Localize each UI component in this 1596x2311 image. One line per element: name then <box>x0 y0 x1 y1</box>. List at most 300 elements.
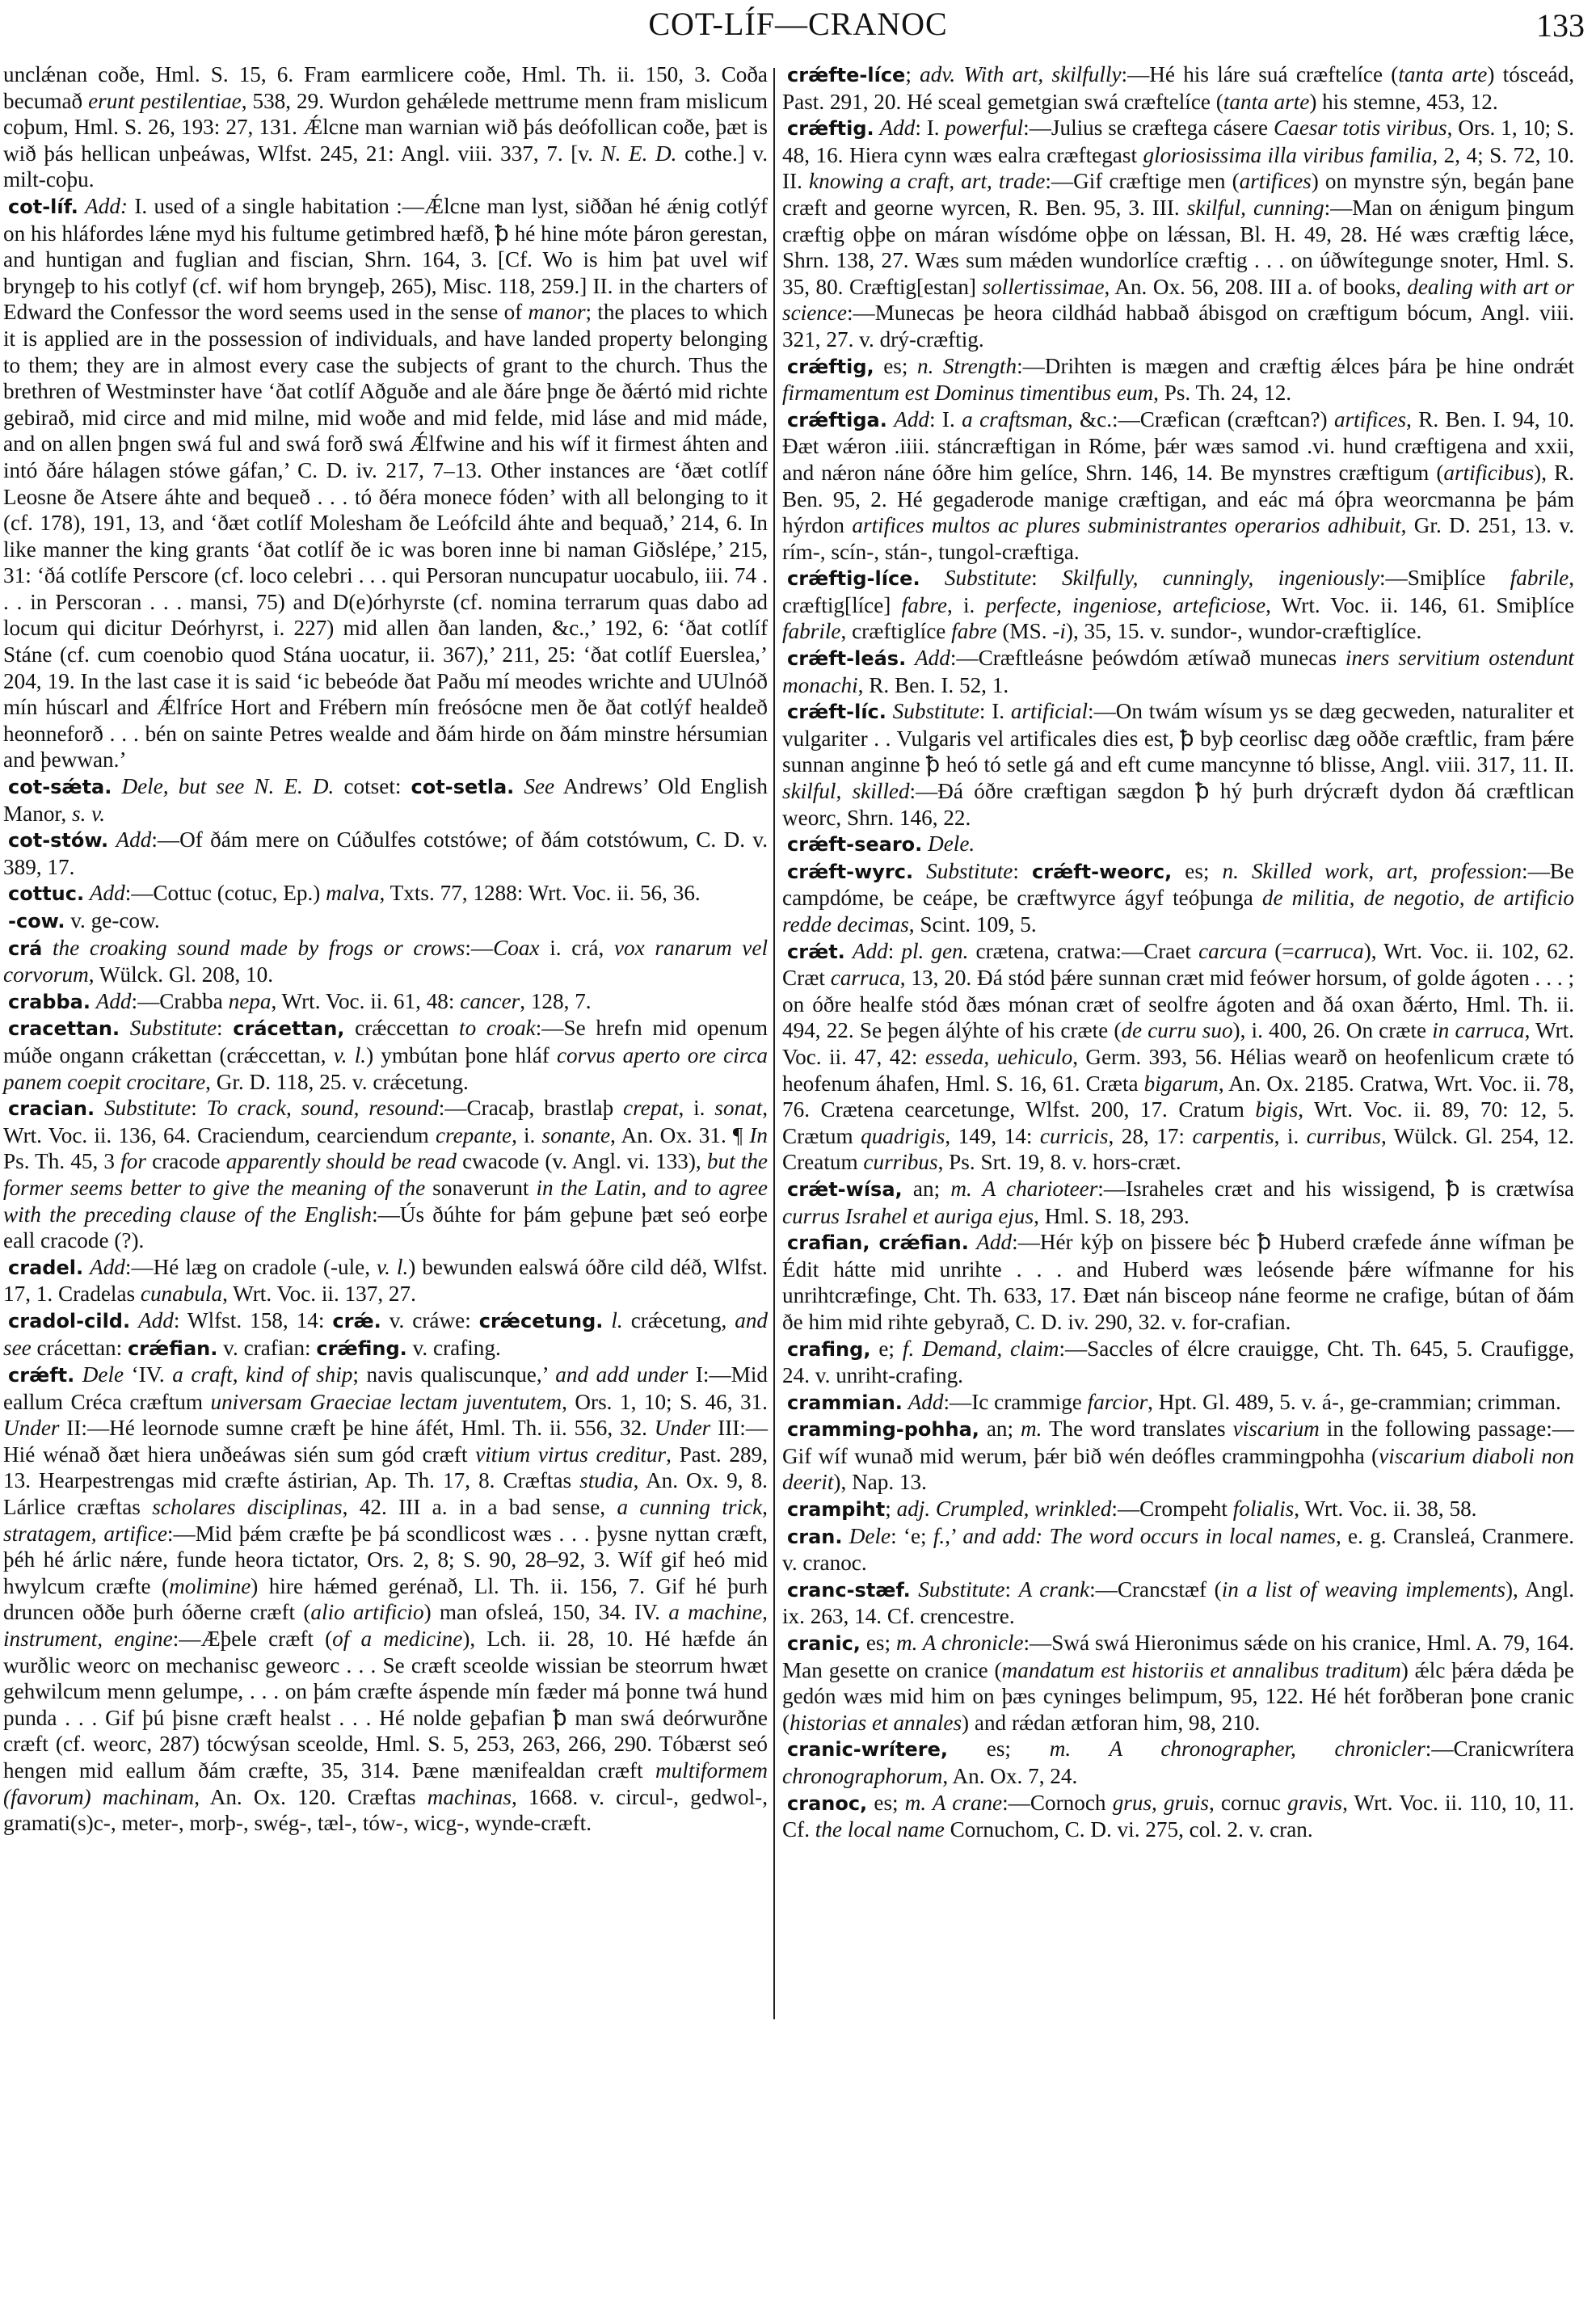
italic-text: Substitute <box>892 699 979 724</box>
italic-text: gloriosissima illa viribus familia <box>1143 142 1433 167</box>
italic-text: de militia, de negotio, de artificio redde decimas <box>782 886 1574 937</box>
entry-text: :—Ðá óðre cræftigan sægdon ꝥ hý þurh drýcræft dydon ðá cræftlican weorc, Shrn. 146, 22. <box>782 779 1574 830</box>
italic-text: viscarium diaboli non deerit <box>782 1443 1574 1495</box>
entry-text: ), Wrt. Voc. ii. 102, 62. Cræt <box>782 938 1574 991</box>
entry-text: ) ymbútan þone hláf <box>366 1042 557 1067</box>
italic-text: Add <box>90 1254 125 1279</box>
italic-text: Substitute <box>918 1576 1005 1602</box>
entry-text: ; <box>905 62 920 86</box>
entry-text <box>91 989 96 1013</box>
italic-text: skilful, cunning <box>1186 195 1324 220</box>
italic-text: f. Demand, claim <box>902 1336 1059 1361</box>
entry-text <box>906 646 915 670</box>
dictionary-entry <box>782 1630 1574 1736</box>
entry-text: I. used of a single habitation :—Ǽlcne man lyst, siððan hé ǽnig cotlýf on his hláfordes lǽne myd his fultume getimbred hæfð, ꝥ hé hine móte þáron gerestan, and huntigan and fuglian and fiscian, Shrn. 164, 3. [Cf. Wo is him þat uvel wif bryngeþ to his cotlyf (cf. wif hom bryngeþ, 265), Misc. 118, 259.] II. in the charters of Edward the Confessor the word seems used in the sense of <box>3 193 769 325</box>
entry-text: crácettan: <box>31 1335 128 1360</box>
italic-text: curribus <box>1306 1123 1381 1148</box>
italic-text: the local name <box>815 1817 945 1842</box>
entry-text: ) hire hǽmed gerénað, Ll. Th. ii. 156, 7. Gif hé þurh druncen oððe þurh óðerne cræft ( <box>3 1573 769 1625</box>
entry-text: :—Hér kýþ on þissere béc ꝥ Huberd cræfede ánne wífman þe Édit hátte mid unrihte . . . and Huberd wæs leósende þǽre wífmanne for his unrihtcræfinge, Cht. Th. 633, 17. Ðæt nán bisceop náne feorme ne crafige, bútan of ðám ðe him mid rihte gebyrað, C. D. iv. 290, 32. v. for-crafian. <box>782 1230 1574 1334</box>
entry-text: Andrews’ Old English Manor, <box>3 774 768 826</box>
italic-text: n. Strength <box>916 353 1017 378</box>
entry-text: , R. Ben. I. 94, 10. Ðæt wǽron .iiii. stáncræftigan in Róme, þǽr wæs samod .vi. hund cræftigena and xxii, and nǽron náne óðre him gelíce, Shrn. 146, 14. Be mynstres cræftigum ( <box>782 406 1575 485</box>
italic-text: manor <box>528 300 586 325</box>
entry-text: , Ps. Th. 24, 12. <box>1153 381 1292 406</box>
entry-text: v. ge-cow. <box>65 908 160 932</box>
entry-text <box>112 774 121 798</box>
headword: crǽft-wyrc. <box>787 860 914 883</box>
entry-text: : I. <box>929 406 962 431</box>
entry-text <box>74 1362 82 1387</box>
italic-text: Under <box>3 1416 60 1441</box>
entry-text: , An. Ox. 7, 24. <box>942 1764 1078 1788</box>
entry-text: : <box>217 1016 234 1041</box>
entry-text: v. crafing. <box>406 1335 501 1360</box>
italic-text: alio artificio <box>310 1600 424 1625</box>
entry-text: , 28, 17: <box>1108 1123 1193 1148</box>
italic-text: Add <box>879 116 916 141</box>
italic-text: m. A charioteer <box>950 1176 1098 1201</box>
italic-text: artificial <box>1010 699 1089 724</box>
entry-text: , An. Ox. 120. Cræftas <box>194 1784 427 1809</box>
headword: crǽftig-líce. <box>787 567 920 591</box>
italic-text: s. v. <box>72 801 106 826</box>
entry-text: : <box>1013 858 1032 883</box>
entry-text: , Ors. 1, 10; S. 46, 31. <box>562 1389 768 1414</box>
entry-text: , i. <box>1274 1123 1307 1148</box>
entry-text: es; <box>874 353 917 378</box>
headword: cramming-pohha, <box>787 1418 979 1442</box>
entry-text <box>78 194 85 218</box>
italic-text: Add <box>915 646 950 671</box>
entry-text: , cræftiglíce <box>840 619 952 644</box>
entry-text: , Wülck. Gl. 254, 12. Creatum <box>782 1123 1574 1175</box>
italic-text: Substitute <box>944 566 1032 591</box>
entry-text <box>903 1390 908 1414</box>
italic-text: in the Latin, and to agree with the preceding clause of the English <box>3 1175 768 1227</box>
dictionary-entry <box>782 61 1574 115</box>
italic-text: fabre <box>951 619 997 644</box>
headword: cot-sǽta. <box>8 776 112 799</box>
entry-text: : I. <box>979 699 1011 724</box>
entry-text: , 13, 20. Ðá stód þǽre sunnan cræt mid feówer horsum, of golde ágoten . . . ; on óðre healfe stód ðæs mónan cræt of seolfre ágoten and ðá oxan ðǽrto, Hml. Th. ii. 494, 22. Se þegen álýhte of his cræte ( <box>782 966 1575 1043</box>
italic-text: grus, gruis <box>1112 1790 1209 1815</box>
dictionary-entry <box>782 938 1574 1176</box>
entry-text: , Hml. S. 18, 293. <box>1034 1203 1190 1228</box>
italic-text: gravis <box>1287 1790 1343 1815</box>
entry-text: :—Crancstæf ( <box>1089 1576 1222 1602</box>
entry-text: :—Crompeht <box>1111 1496 1233 1522</box>
entry-text: :—Swá swá Hieronimus sǽde on his cranice, Hml. A. 79, 164. Man gesette on cranice ( <box>782 1631 1575 1682</box>
italic-text: in a list of weaving implements <box>1221 1576 1505 1602</box>
dictionary-entry <box>782 1736 1574 1789</box>
italic-text: sonante <box>541 1122 611 1147</box>
italic-text: multiformem (favorum) machinam <box>3 1758 768 1809</box>
italic-text: a craft, kind of ship <box>172 1362 353 1387</box>
entry-text <box>913 859 926 883</box>
italic-text: mandatum est historiis et annalibus traditum <box>1001 1657 1401 1682</box>
entry-text <box>108 827 116 852</box>
entry-text: , An. Ox. 2185. Cratwa, Wrt. Voc. ii. 78, 76. Crætena cearcetunge, Wlfst. 200, 17. Cratum <box>782 1071 1574 1122</box>
entry-text: , Wrt. Voc. ii. 89, 70: 12, 5. Crætum <box>782 1097 1574 1148</box>
headword: cot-líf. <box>8 195 78 218</box>
entry-text: :—Cranicwrítera <box>1425 1736 1574 1762</box>
entry-text <box>603 1308 611 1332</box>
entry-text: unclǽnan coðe, Hml. S. 15, 6. Fram earmlicere coðe, Hml. Th. ii. 150, 3. Coða becumað <box>3 62 768 113</box>
italic-text: scholares disciplinas <box>152 1495 343 1520</box>
entry-text: I:—Mid eallum Créca cræftum <box>3 1362 768 1414</box>
italic-text: Add <box>894 406 930 431</box>
headword: crǽft-leás. <box>787 647 907 671</box>
italic-text: and add under <box>555 1362 689 1387</box>
dictionary-entry <box>782 1229 1574 1335</box>
italic-text: Dele, but see N. E. D. <box>121 774 335 799</box>
entry-text: :—Of ðám mere on Cúðulfes cotstówe; of ðám cotstówum, C. D. v. 389, 17. <box>3 827 769 879</box>
italic-text: m. A crane <box>904 1790 1003 1815</box>
italic-text: fabrile <box>782 619 841 644</box>
dictionary-entry <box>3 907 768 935</box>
italic-text: sollertissimae <box>982 274 1105 299</box>
entry-text: , 1668. v. circul-, gedwol-, gramati(s)c-, meter-, morþ-, swég-, tæl-, tów-, wicg-, wynde-cræft. <box>3 1784 768 1836</box>
entry-text: Cornuchom, C. D. vi. 275, col. 2. v. cran. <box>944 1817 1313 1842</box>
dictionary-entry <box>3 1095 768 1254</box>
italic-text: folialis <box>1232 1496 1295 1522</box>
dictionary-entry <box>3 1307 768 1362</box>
italic-text: Under <box>654 1416 711 1441</box>
entry-text: :—Se hrefn mid openum múðe ongann crákettan (crǽccettan, <box>3 1016 768 1067</box>
entry-text: III:—Hié wénað ðæt hiera unðeáwas sién sum gód cræft <box>3 1416 769 1467</box>
headword: crǽfte-líce <box>787 64 906 86</box>
entry-text <box>969 1230 976 1254</box>
entry-text <box>874 116 880 140</box>
entry-continuation <box>3 61 768 193</box>
entry-text: :—Cræftleásne þeówdóm ætíwað munecas <box>950 646 1345 671</box>
headword: cracettan. <box>8 1017 120 1041</box>
entry-text: , R. Ben. I. 52, 1. <box>857 672 1009 697</box>
italic-text: de curru suo <box>1121 1018 1233 1043</box>
entry-text: , Gr. D. 118, 25. v. crǽcetung. <box>205 1069 469 1094</box>
headword: -cow. <box>8 910 65 932</box>
entry-text: : <box>1004 1576 1019 1602</box>
italic-text: vitium virtus creditur <box>475 1442 667 1467</box>
dictionary-entry <box>782 1176 1574 1229</box>
entry-text: v. cráwe: <box>381 1307 479 1332</box>
running-head: COT-LÍF—CRANOC <box>648 6 948 42</box>
entry-text: :—Man on ǽnigum þingum cræftig oþþe on máran wísdóme oþþe on lǽssan, Bl. H. 49, 28. Hé wæs cræftig lǽce, Shrn. 138, 27. Wæs sum mǽden wundorlíce cræftig . . . on úðwítegunge snoter, Hml. S. 35, 80. Cræftig[estan] <box>782 195 1575 299</box>
entry-text: , An. Ox. 31. ¶ <box>610 1122 750 1147</box>
italic-text: Coax <box>493 935 540 960</box>
italic-text: farcior <box>1087 1389 1148 1414</box>
entry-text: , Wülck. Gl. 208, 10. <box>88 962 274 987</box>
italic-text: Add <box>907 1389 944 1414</box>
italic-text: carcura <box>1198 938 1268 963</box>
italic-text: m. <box>1021 1416 1042 1442</box>
entry-text: , Wrt. Voc. ii. 146, 61. Smiþlíce <box>1265 592 1575 617</box>
italic-text: a machine, instrument, engine <box>3 1600 768 1652</box>
italic-text: vox ranarum vel corvorum <box>3 935 768 987</box>
entry-text: cracode <box>145 1149 226 1174</box>
italic-text: l. <box>611 1307 623 1332</box>
italic-text: malva <box>326 881 380 906</box>
dictionary-entry <box>782 565 1574 645</box>
entry-text: , e. g. Cransleá, Cranmere. v. cranoc. <box>782 1523 1575 1576</box>
italic-text: artifices <box>1239 169 1312 194</box>
italic-text: artifices multos ac plures subministrantes operarios adhibuit <box>852 513 1401 538</box>
entry-text <box>130 1308 138 1332</box>
entry-text: sonaverunt <box>425 1175 537 1200</box>
entry-text: , &c.:—Cræfican (cræftcan?) <box>1067 406 1334 431</box>
page-number: 133 <box>1536 7 1585 44</box>
entry-text: , Germ. 393, 56. Hélias wearð on heofenlicum cræte tó heofenum áhafen, Hml. S. 16, 61. Cræta <box>782 1044 1574 1096</box>
headword: crammian. <box>787 1391 903 1414</box>
headword: crǽfian. <box>127 1337 218 1360</box>
entry-text: , Wrt. Voc. ii. 38, 58. <box>1294 1496 1477 1522</box>
headword: crácettan, <box>233 1017 345 1041</box>
italic-text: corvus aperto ore circa panem coepit crocitare <box>3 1042 768 1094</box>
entry-text <box>920 566 945 590</box>
entry-text: ‘IV. <box>124 1362 173 1387</box>
italic-text: firmamentum est Dominus timentibus eum <box>782 381 1154 406</box>
entry-text: : Wlfst. 158, 14: <box>173 1307 333 1332</box>
entry-text: crǽccettan <box>344 1016 460 1041</box>
entry-text <box>83 1255 90 1279</box>
entry-text: cothe.] v. milt-coþu. <box>3 141 769 192</box>
italic-text: iners servitium ostendunt monachi <box>782 646 1574 697</box>
entry-text: II:—Hé leornode sumne cræft þe hine áfét, Hml. Th. ii. 556, 32. <box>59 1416 655 1441</box>
entry-text: :—Cottuc (cotuc, Ep.) <box>124 881 326 906</box>
entry-text: :—Cracaþ, brastlaþ <box>438 1096 624 1121</box>
entry-text <box>911 1577 919 1602</box>
italic-text: the croaking sound made by frogs or crows <box>52 935 465 960</box>
entry-text: , Wrt. Voc. ii. 61, 48: <box>271 988 461 1013</box>
italic-text: universam Graeciae lectam juventutem <box>210 1389 562 1414</box>
italic-text: crepante <box>435 1122 512 1147</box>
italic-text: sonat <box>714 1096 763 1121</box>
dictionary-entry <box>3 1254 768 1307</box>
italic-text: cancer <box>460 988 520 1013</box>
italic-text: cunabula <box>140 1282 223 1307</box>
entry-text: ; the places to which it is applied are in the possession of individuals, and have landed property belonging to them; they are in almost every case the subjects of grant to the church. Thus the brethren of Westminster have ‘ðat cotlíf Aðguðe and ale ðáre þnge ðe ðǽrtó mid richte gebirað, mid circe and mid milne, mid woðe and mid felde, mid láse and mid máde, and on allen þngen swá ful and swá forð swá Ǽlfwine and his wíf it firmest áhten and intó ðáre hálagen stówe gáfan,’ C. D. iv. 217, 7–13. Other instances are ‘ðæt cotlíf Leosne ðe Atsere áhte and bequeð . . . tó ðéra monece fóden’ with all belonging to it (cf. 178), 191, 13, and ‘ðæt cotlíf Molesham ðe Leófcild áhte and bequað,’ 214, 6. In like manner the king grants ‘ðat cotlíf ðe ic was boren inne bi naman Giðslépe,’ 215, 31: ‘ðá cotlífe Perscore (cf. loco celebri . . . qui Persoran nuncupatur uocabulo, iii. 74 . . . in Perscoran . . . mansi, 75) and D(e)órhyrste (cf. nomina terrarum quas dabo ad locum qui dicitur Deórhyrst, i. 227) mid allen ðan landen, &c.,’ 192, 6: ‘ðat cotlíf Stáne (cf. cum coenobio quod Stána uocatur, ii. 367),’ 211, 25: ‘ðat cotlíf Euerslea,’ 204, 19. In the last case it is said ‘ic bebeóde ðat Paðu mí meodes wrichte and UUlnóð mín húscarl and Ǽlfríce Hort and Frébern mín freósócne men ðe ðat cotlýf healdeð heonneforð . . . bén on sainte Petres wealde and ðám hirde on ðám minstre hérsumian and þewwan.’ <box>3 300 768 772</box>
entry-text: , 2, 4; S. 72, 10. II. <box>782 142 1574 194</box>
entry-text: , An. Ox. 9, 8. Lárlice cræftas <box>3 1468 768 1520</box>
headword: cradel. <box>8 1256 84 1279</box>
entry-text: ) ǽlc þǽra dǽda þe gedón wæs mid him on þæs cyninges belimpum, 95, 122. Hé hét forðberan þone cranic ( <box>782 1657 1574 1735</box>
entry-text: , 128, 7. <box>520 988 592 1013</box>
entry-text: :—On twám wísum ys se dæg gecweden, naturaliter et vulgariter . . Vulgaris vel artificales dies est, ꝥ byþ ceorlisc dæg oððe cræftlic, fram þǽre sunnan anginne ꝥ heó tó setle gá and eft cume mancynne tó blisse, Angl. viii. 317, 11. II. <box>782 699 1575 777</box>
entry-text: :—Ús ðúhte for þám geþune þæt seó eorþe eall cracode (?). <box>3 1202 768 1253</box>
italic-text: Add <box>116 827 152 852</box>
entry-text: ), Angl. ix. 263, 14. Cf. crencestre. <box>782 1576 1574 1629</box>
italic-text: Add <box>852 938 888 963</box>
dictionary-entry <box>782 645 1574 698</box>
entry-text <box>95 1096 104 1120</box>
italic-text: curribus <box>863 1150 938 1175</box>
entry-text: : I. <box>915 116 945 141</box>
headword: cracian. <box>8 1097 95 1121</box>
entry-text: an; <box>979 1416 1021 1442</box>
headword: crǽcetung. <box>478 1309 604 1332</box>
italic-text: curricis <box>1039 1123 1109 1148</box>
entry-text: ), Lch. ii. 28, 10. Hé hæfde án wurðlic weorc on mechanisc geweorc . . . Se cræft sceolde wissian be steorrum hwæt gehwilcum menn gelumpe, . . . on þám cræfte áspende mín fæder má þonne twá hund punda . . . Gif þú þisne cræft healst . . . Hé nolde geþafian ꝥ man swá deórwurðne cræft (cf. weorc, 287) tócwýsan sceolde, Hml. S. 5, 253, 263, 266, 290. Tóbærst seó hengen mid eallum ðám cræfte, 35, 314. Þæne mænifealdan cræft <box>3 1627 769 1783</box>
entry-text <box>887 407 894 431</box>
dictionary-entry <box>782 1790 1574 1843</box>
italic-text: carpentis <box>1192 1123 1274 1148</box>
italic-text: machinas <box>427 1784 512 1809</box>
italic-text: erunt pestilentiae <box>88 88 242 113</box>
entry-text: :—Hé læg on cradole (-ule, <box>124 1254 377 1279</box>
italic-text: carruca <box>830 966 900 991</box>
entry-text: v. crafian: <box>217 1335 317 1360</box>
headword: crǽ. <box>332 1309 381 1332</box>
entry-text: , i. <box>678 1096 715 1121</box>
entry-text: :—Mid þǽm cræfte þe þá scondlicost wæs . . . þysne nyttan cræft, þéh hé árlic nǽre, funde heora tictator, Ors. 2, 8; S. 90, 28–92, 3. Wíf gif heó mid hwylcum cræfte ( <box>3 1521 768 1598</box>
italic-text: Substitute <box>926 858 1013 883</box>
entry-text: cwacode (v. Angl. vi. 133), <box>456 1149 707 1174</box>
italic-text: esseda, uehiculo <box>924 1044 1073 1069</box>
entry-text: , Wrt. Voc. ii. 137, 27. <box>222 1282 416 1307</box>
column-divider <box>773 68 775 2019</box>
italic-text: A crank <box>1018 1576 1090 1602</box>
entry-text: , Ors. 1, 10; S. 48, 16. Hiera cynn wæs ealra cræftegast <box>782 116 1575 167</box>
dictionary-entry <box>782 1416 1574 1496</box>
italic-text: nepa <box>228 988 272 1013</box>
headword: cradol-cild. <box>8 1309 131 1332</box>
entry-text: , Gr. D. 251, 13. v. rím-, scín-, stán-, tungol-cræftiga. <box>782 513 1574 564</box>
entry-text: , i. <box>512 1122 542 1147</box>
entry-text <box>842 1524 849 1548</box>
entry-text: ) and rǽdan ætforan him, 98, 210. <box>962 1710 1261 1735</box>
headword: crampiht <box>787 1498 886 1522</box>
italic-text: and see <box>3 1307 768 1360</box>
entry-text: (MS. <box>996 619 1053 644</box>
italic-text: Add: <box>85 193 128 218</box>
entry-text: cotset: <box>334 774 411 799</box>
entry-text: , An. Ox. 56, 208. III a. of books, <box>1104 274 1408 299</box>
italic-text: perfecte, ingeniose, arteficiose <box>985 592 1266 617</box>
entry-text: crætena, cratwa:—Craet <box>968 938 1199 963</box>
entry-text <box>120 1016 130 1040</box>
dictionary-entry <box>3 1015 768 1095</box>
italic-text: Add <box>95 988 132 1013</box>
italic-text: Add <box>89 881 125 906</box>
dictionary-entry <box>782 831 1574 858</box>
headword: crǽft-líc. <box>787 701 886 724</box>
entry-text: :—Drihten is mægen and cræftig ǽlces þára þe hine ondrǽt <box>1017 353 1575 378</box>
entry-text: , 149, 14: <box>945 1123 1040 1148</box>
entry-text: i. crá, <box>539 935 614 960</box>
entry-text: ), 35, 15. v. sundor-, wundor-cræftiglíce. <box>1065 619 1422 644</box>
italic-text: molimine <box>169 1573 251 1598</box>
italic-text: crepat <box>623 1096 679 1121</box>
italic-text: skilful, skilled <box>782 779 910 804</box>
headword: crafian, crǽfian. <box>787 1231 969 1255</box>
entry-text: :—Hé his láre suá cræftelíce ( <box>1121 62 1399 86</box>
dictionary-entry <box>3 880 768 907</box>
entry-text: :—Crabba <box>131 988 229 1013</box>
entry-text: crǽcetung, <box>622 1307 735 1332</box>
dictionary-entry <box>782 406 1574 566</box>
entry-text: ) on mynstre sýn, begán þane cræft and georne wyrcen, R. Ben. 95, 3. III. <box>782 169 1574 220</box>
headword: crǽt. <box>787 940 845 963</box>
dictionary-entry <box>3 935 768 988</box>
italic-text: bigis <box>1255 1097 1299 1122</box>
italic-text: pl. gen. <box>901 938 969 963</box>
entry-text: :—Be campdóme, be ceápe, be cræftwyrce ágyf teóþunga <box>782 858 1574 911</box>
entry-text: es; <box>867 1790 905 1815</box>
entry-text: , cræftig[líce] <box>782 566 1574 617</box>
dictionary-entry <box>782 1389 1574 1416</box>
entry-text: e; <box>870 1336 903 1361</box>
headword: cran. <box>787 1525 843 1548</box>
entry-text: ), i. 400, 26. On cræte <box>1232 1018 1433 1043</box>
entry-text: ) man ofsleá, 150, 34. IV. <box>423 1600 669 1625</box>
entry-text: ; <box>885 1496 897 1522</box>
entry-text: in the following passage:—Gif wíf wunað mid werum, þǽr bið wén deófles crammingpohha ( <box>782 1416 1574 1468</box>
entry-text: (= <box>1267 938 1295 963</box>
entry-text: ,’ <box>945 1523 963 1548</box>
headword: cottuc. <box>8 882 85 906</box>
dictionary-entry <box>782 115 1574 352</box>
entry-text: ) his stemne, 453, 12. <box>1309 89 1498 114</box>
headword: crǽft. <box>8 1364 75 1387</box>
italic-text: dealing with art or science <box>782 274 1574 326</box>
entry-text: , Wrt. Voc. ii. 47, 42: <box>782 1018 1574 1069</box>
dictionary-entry <box>3 827 768 880</box>
italic-text: Dele <box>82 1362 124 1387</box>
entry-text: , cornuc <box>1208 1790 1288 1815</box>
headword: cot-stów. <box>8 829 109 852</box>
italic-text: artifices <box>1333 406 1407 431</box>
italic-text: Add <box>138 1307 174 1332</box>
entry-text: ) bewunden ealswá óðre cild déð, Wlfst. 17, 1. Cradelas <box>3 1254 768 1307</box>
italic-text: To crack, sound, resound <box>206 1096 439 1121</box>
italic-text: v. l. <box>333 1042 367 1067</box>
italic-text: m. A chronicle <box>895 1631 1024 1656</box>
entry-text: :—Israheles cræt and his wissigend, ꝥ is crætwísa <box>1097 1176 1574 1201</box>
italic-text: f. <box>933 1523 945 1548</box>
italic-text: v. l. <box>377 1254 409 1279</box>
italic-text: Add <box>976 1230 1013 1255</box>
headword: crǽftiga. <box>787 408 887 431</box>
entry-text: :—Ic crammige <box>943 1389 1088 1414</box>
headword: cranic-wrítere, <box>787 1738 948 1762</box>
headword: cot-setla. <box>411 776 515 799</box>
entry-text: :—Julius se cræftega cásere <box>1023 116 1274 141</box>
italic-text: fabrile <box>1510 566 1569 591</box>
headword: crǽft-weorc, <box>1032 860 1173 883</box>
italic-text: adv. With art, skilfully <box>920 62 1122 86</box>
entry-text: , Wrt. Voc. ii. 110, 10, 11. Cf. <box>782 1790 1575 1842</box>
entry-text: es; <box>860 1631 896 1656</box>
italic-text: chronographorum <box>782 1764 943 1788</box>
italic-text: a craftsman <box>962 406 1068 431</box>
entry-text: , i. <box>946 592 986 617</box>
italic-text: carruca <box>1294 938 1364 963</box>
page-header <box>0 0 1596 50</box>
entry-text: , 42. III a. in a bad sense, <box>342 1495 617 1520</box>
entry-text <box>42 936 53 960</box>
italic-text: tanta arte <box>1223 89 1310 114</box>
entry-text: , Hpt. Gl. 489, 5. v. á-, ge-crammian; crimman. <box>1148 1389 1561 1414</box>
entry-text: , Scint. 109, 5. <box>908 912 1037 937</box>
dictionary-entry <box>782 1523 1574 1576</box>
entry-text: :—Cornoch <box>1002 1790 1113 1815</box>
entry-text: :—Æþele cræft ( <box>172 1627 333 1652</box>
dictionary-entry <box>782 1496 1574 1523</box>
italic-text: quadrigis <box>861 1123 945 1148</box>
italic-text: and add: The word occurs in local names <box>962 1523 1336 1548</box>
entry-text <box>845 939 853 963</box>
